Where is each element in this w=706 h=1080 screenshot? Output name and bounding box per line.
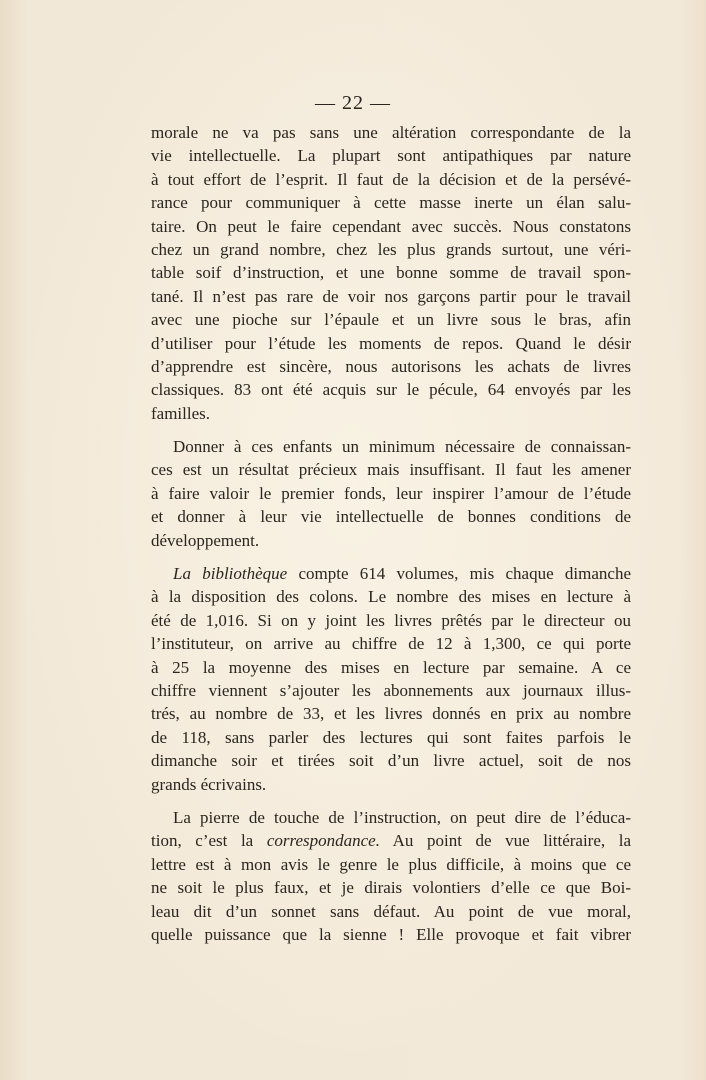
text-line: chez un grand nombre, chez les plus grands surtout, une véri- bbox=[151, 239, 631, 259]
text-line: trés, au nombre de 33, et les livres donnés en prix au nombre bbox=[151, 704, 631, 724]
text-line: chiffre viennent s’ajouter les abonnements aux journaux illus- bbox=[151, 680, 631, 700]
paragraph-4 bbox=[151, 806, 631, 946]
body-text bbox=[151, 121, 631, 956]
text-line: vie intellectuelle. La plupart sont antipathiques par nature bbox=[151, 146, 631, 166]
text-line bbox=[151, 829, 631, 852]
text-line: familles. bbox=[151, 403, 211, 423]
text-line: été de 1,016. Si on y joint les livres prêtés par le directeur ou bbox=[151, 610, 631, 630]
text-line: et donner à leur vie intellectuelle de bonnes conditions de bbox=[151, 507, 631, 527]
text-line: à tout effort de l’esprit. Il faut de la décision et de la persévé- bbox=[151, 169, 631, 189]
text-line: grands écrivains. bbox=[151, 774, 267, 794]
italic-term: correspondance. bbox=[266, 831, 380, 851]
text-line: dimanche soir et tirées soit d’un livre actuel, soit de nos bbox=[151, 751, 631, 771]
text-line: rance pour communiquer à cette masse inerte un élan salu- bbox=[151, 193, 631, 213]
paragraph-2 bbox=[151, 435, 631, 552]
text-line: morale ne va pas sans une altération correspondante de la bbox=[151, 123, 631, 142]
paragraph-3 bbox=[151, 562, 631, 796]
text-line: tané. Il n’est pas rare de voir nos garçons partir pour le travail bbox=[151, 286, 631, 306]
text-line: ces est un résultat précieux mais insuffisant. Il faut les amener bbox=[151, 460, 631, 480]
text-line: à la disposition des colons. Le nombre des mises en lecture à bbox=[151, 587, 631, 607]
text-line: classiques. 83 ont été acquis sur le pécule, 64 envoyés par les bbox=[151, 380, 631, 400]
text-line: Donner à ces enfants un minimum nécessaire de connaissan- bbox=[173, 437, 631, 457]
text-line: leau dit d’un sonnet sans défaut. Au point de vue moral, bbox=[151, 901, 631, 921]
text-line: développement. bbox=[151, 530, 260, 550]
text-line: l’instituteur, on arrive au chiffre de 12 à 1,300, ce qui porte bbox=[151, 634, 631, 654]
text-line bbox=[151, 562, 631, 585]
text-fragment: compte 614 volumes, mis chaque dimanche bbox=[298, 564, 631, 584]
italic-term: La bibliothèque bbox=[173, 564, 288, 584]
text-line: d’apprendre est sincère, nous autorisons les achats de livres bbox=[151, 356, 631, 376]
text-line: de 118, sans parler des lectures qui sont faites parfois le bbox=[151, 727, 631, 747]
text-line: taire. On peut le faire cependant avec succès. Nous constatons bbox=[151, 216, 631, 236]
text-line: d’utiliser pour l’étude les moments de repos. Quand le désir bbox=[151, 333, 631, 353]
text-line: à 25 la moyenne des mises en lecture par semaine. A ce bbox=[151, 657, 631, 677]
page-number: — 22 — bbox=[315, 92, 391, 114]
text-line: ne soit le plus faux, et je dirais volontiers d’elle ce que Boi- bbox=[151, 878, 631, 898]
paragraph-1 bbox=[151, 121, 631, 425]
text-line: à faire valoir le premier fonds, leur inspirer l’amour de l’étude bbox=[151, 483, 631, 503]
text-line: La pierre de touche de l’instruction, on peut dire de l’éduca- bbox=[173, 807, 631, 827]
text-line: avec une pioche sur l’épaule et un livre sous le bras, afin bbox=[151, 310, 631, 330]
text-fragment: tion, c’est la bbox=[151, 831, 254, 851]
text-line: quelle puissance que la sienne ! Elle provoque et fait vibrer bbox=[151, 924, 631, 944]
text-line: table soif d’instruction, et une bonne somme de travail spon- bbox=[151, 263, 631, 283]
text-fragment: Au point de vue littéraire, la bbox=[392, 831, 631, 851]
text-line: lettre est à mon avis le genre le plus difficile, à moins que ce bbox=[151, 854, 631, 874]
